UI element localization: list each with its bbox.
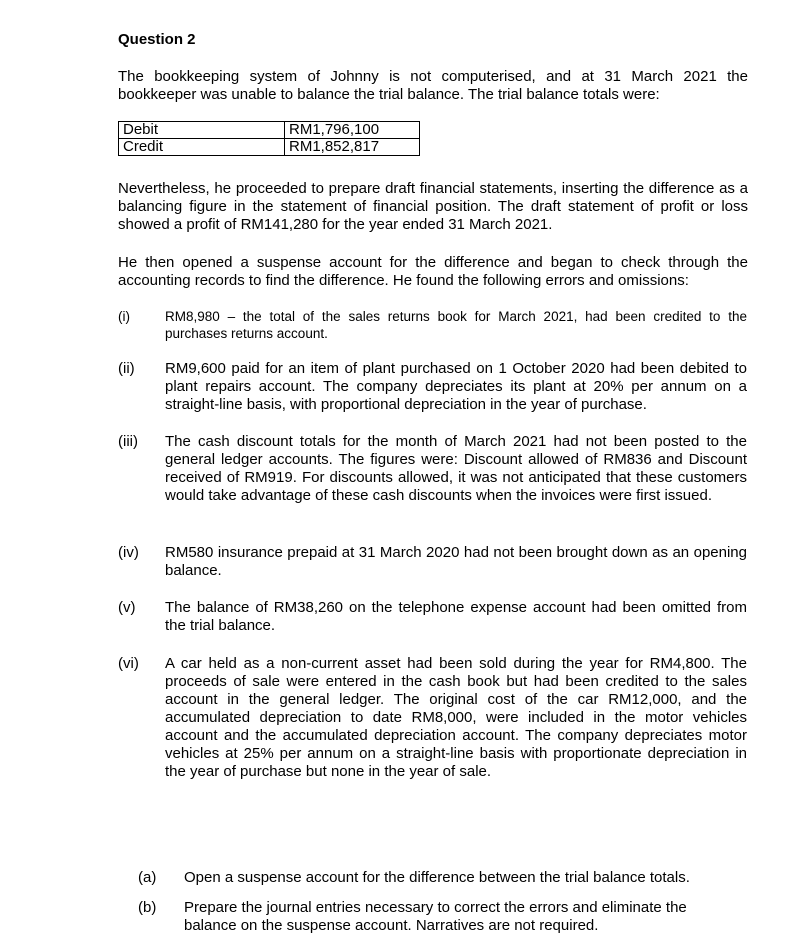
error-number: (ii) — [118, 360, 135, 377]
credit-label: Credit — [119, 139, 285, 156]
intro-paragraph: The bookkeeping system of Johnny is not computerised, and at 31 March 2021 the bookkeeper was unable to balance the trial balance. The trial balance totals were: — [118, 68, 748, 103]
part-label: (a) — [138, 869, 157, 886]
error-number: (iv) — [118, 544, 139, 561]
table-row — [119, 139, 420, 156]
part-text: Prepare the journal entries necessary to correct the errors and eliminate the balance on the suspense account. Narratives are not required. — [184, 899, 687, 934]
debit-label: Debit — [119, 122, 285, 139]
error-text: RM8,980 – the total of the sales returns book for March 2021, had been credited to the purchases returns account. — [165, 309, 747, 341]
table-row — [119, 122, 420, 139]
suspense-paragraph: He then opened a suspense account for the difference and began to check through the accounting records to find the difference. He found the following errors and omissions: — [118, 254, 748, 289]
question-title: Question 2 — [118, 31, 196, 48]
error-number: (v) — [118, 599, 136, 616]
error-text: The balance of RM38,260 on the telephone expense account had been omitted from the trial balance. — [165, 599, 747, 634]
error-number: (vi) — [118, 655, 139, 672]
part-text: Open a suspense account for the difference between the trial balance totals. — [184, 869, 690, 886]
draft-statements-paragraph: Nevertheless, he proceeded to prepare draft financial statements, inserting the difference as a balancing figure in the statement of financial position. The draft statement of profit or loss showed a profit of RM141,280 for the year ended 31 March 2021. — [118, 180, 748, 233]
error-text: The cash discount totals for the month of March 2021 had not been posted to the general ledger accounts. The figures were: Discount allowed of RM836 and Discount received of RM919. For discounts allowed, it was not anticipated that these customers would take advantage of these cash discounts when the invoices were first issued. — [165, 433, 747, 504]
trial-balance-table — [118, 121, 420, 156]
part-label: (b) — [138, 899, 157, 916]
credit-value: RM1,852,817 — [285, 139, 420, 156]
error-number: (i) — [118, 309, 130, 324]
error-text: RM580 insurance prepaid at 31 March 2020 had not been brought down as an opening balance. — [165, 544, 747, 579]
error-text: RM9,600 paid for an item of plant purchased on 1 October 2020 had been debited to plant repairs account. The company depreciates its plant at 20% per annum on a straight-line basis, with proportional depreciation in the year of purchase. — [165, 360, 747, 413]
error-number: (iii) — [118, 433, 138, 450]
error-text: A car held as a non-current asset had been sold during the year for RM4,800. The proceeds of sale were entered in the cash book but had been credited to the sales account in the general ledger. The original cost of the car RM12,000, and the accumulated depreciation to date RM8,000, were included in the motor vehicles account and the accumulated depreciation account. The company depreciates motor vehicles at 25% per annum on a straight-line basis with proportionate depreciation in the year of purchase but none in the year of sale. — [165, 655, 747, 780]
debit-value: RM1,796,100 — [285, 122, 420, 139]
